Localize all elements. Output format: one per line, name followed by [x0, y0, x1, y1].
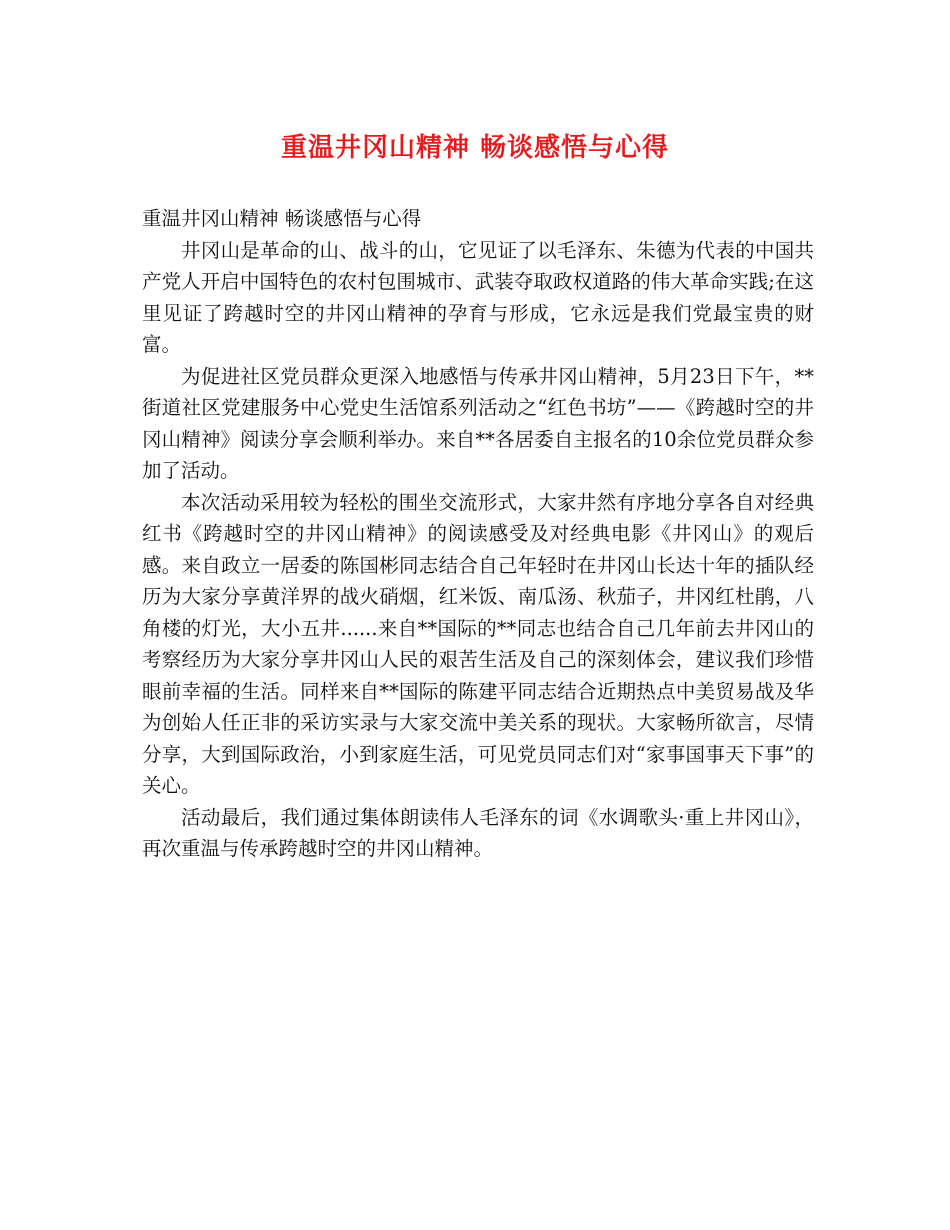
paragraph-2: 为促进社区党员群众更深入地感悟与传承井冈山精神，5月23日下午，**街道社区党建服务中心党史生活馆系列活动之“红色书坊”——《跨越时空的井冈山精神》阅读分享会顺利举办。来自**各居委自主报名的10余位党员群众参加了活动。 [142, 364, 814, 482]
document-title: 重温井冈山精神 畅谈感悟与心得 [280, 133, 670, 163]
paragraph-1: 井冈山是革命的山、战斗的山，它见证了以毛泽东、朱德为代表的中国共产党人开启中国特色的农村包围城市、武装夺取政权道路的伟大革命实践;在这里见证了跨越时空的井冈山精神的孕育与形成，它永远是我们党最宝贵的财富。 [142, 238, 814, 356]
paragraph-4: 活动最后，我们通过集体朗读伟人毛泽东的词《水调歌头·重上井冈山》，再次重温与传承跨越时空的井冈山精神。 [142, 805, 814, 860]
document-subtitle: 重温井冈山精神 畅谈感悟与心得 [142, 207, 422, 230]
document-body [142, 203, 814, 865]
paragraph-3: 本次活动采用较为轻松的围坐交流形式，大家井然有序地分享各自对经典红书《跨越时空的井冈山精神》的阅读感受及对经典电影《井冈山》的观后感。来自政立一居委的陈国彬同志结合自己年轻时在井冈山长达十年的插队经历为大家分享黄洋界的战火硝烟，红米饭、南瓜汤、秋茄子，井冈红杜鹃，八角楼的灯光，大小五井......来自**国际的**同志也结合自己几年前去井冈山的考察经历为大家分享井冈山人民的艰苦生活及自己的深刻体会，建议我们珍惜眼前幸福的生活。同样来自**国际的陈建平同志结合近期热点中美贸易战及华为创始人任正非的采访实录与大家交流中美关系的现状。大家畅所欲言，尽情分享，大到国际政治，小到家庭生活，可见党员同志们对“家事国事天下事”的关心。 [142, 490, 814, 797]
